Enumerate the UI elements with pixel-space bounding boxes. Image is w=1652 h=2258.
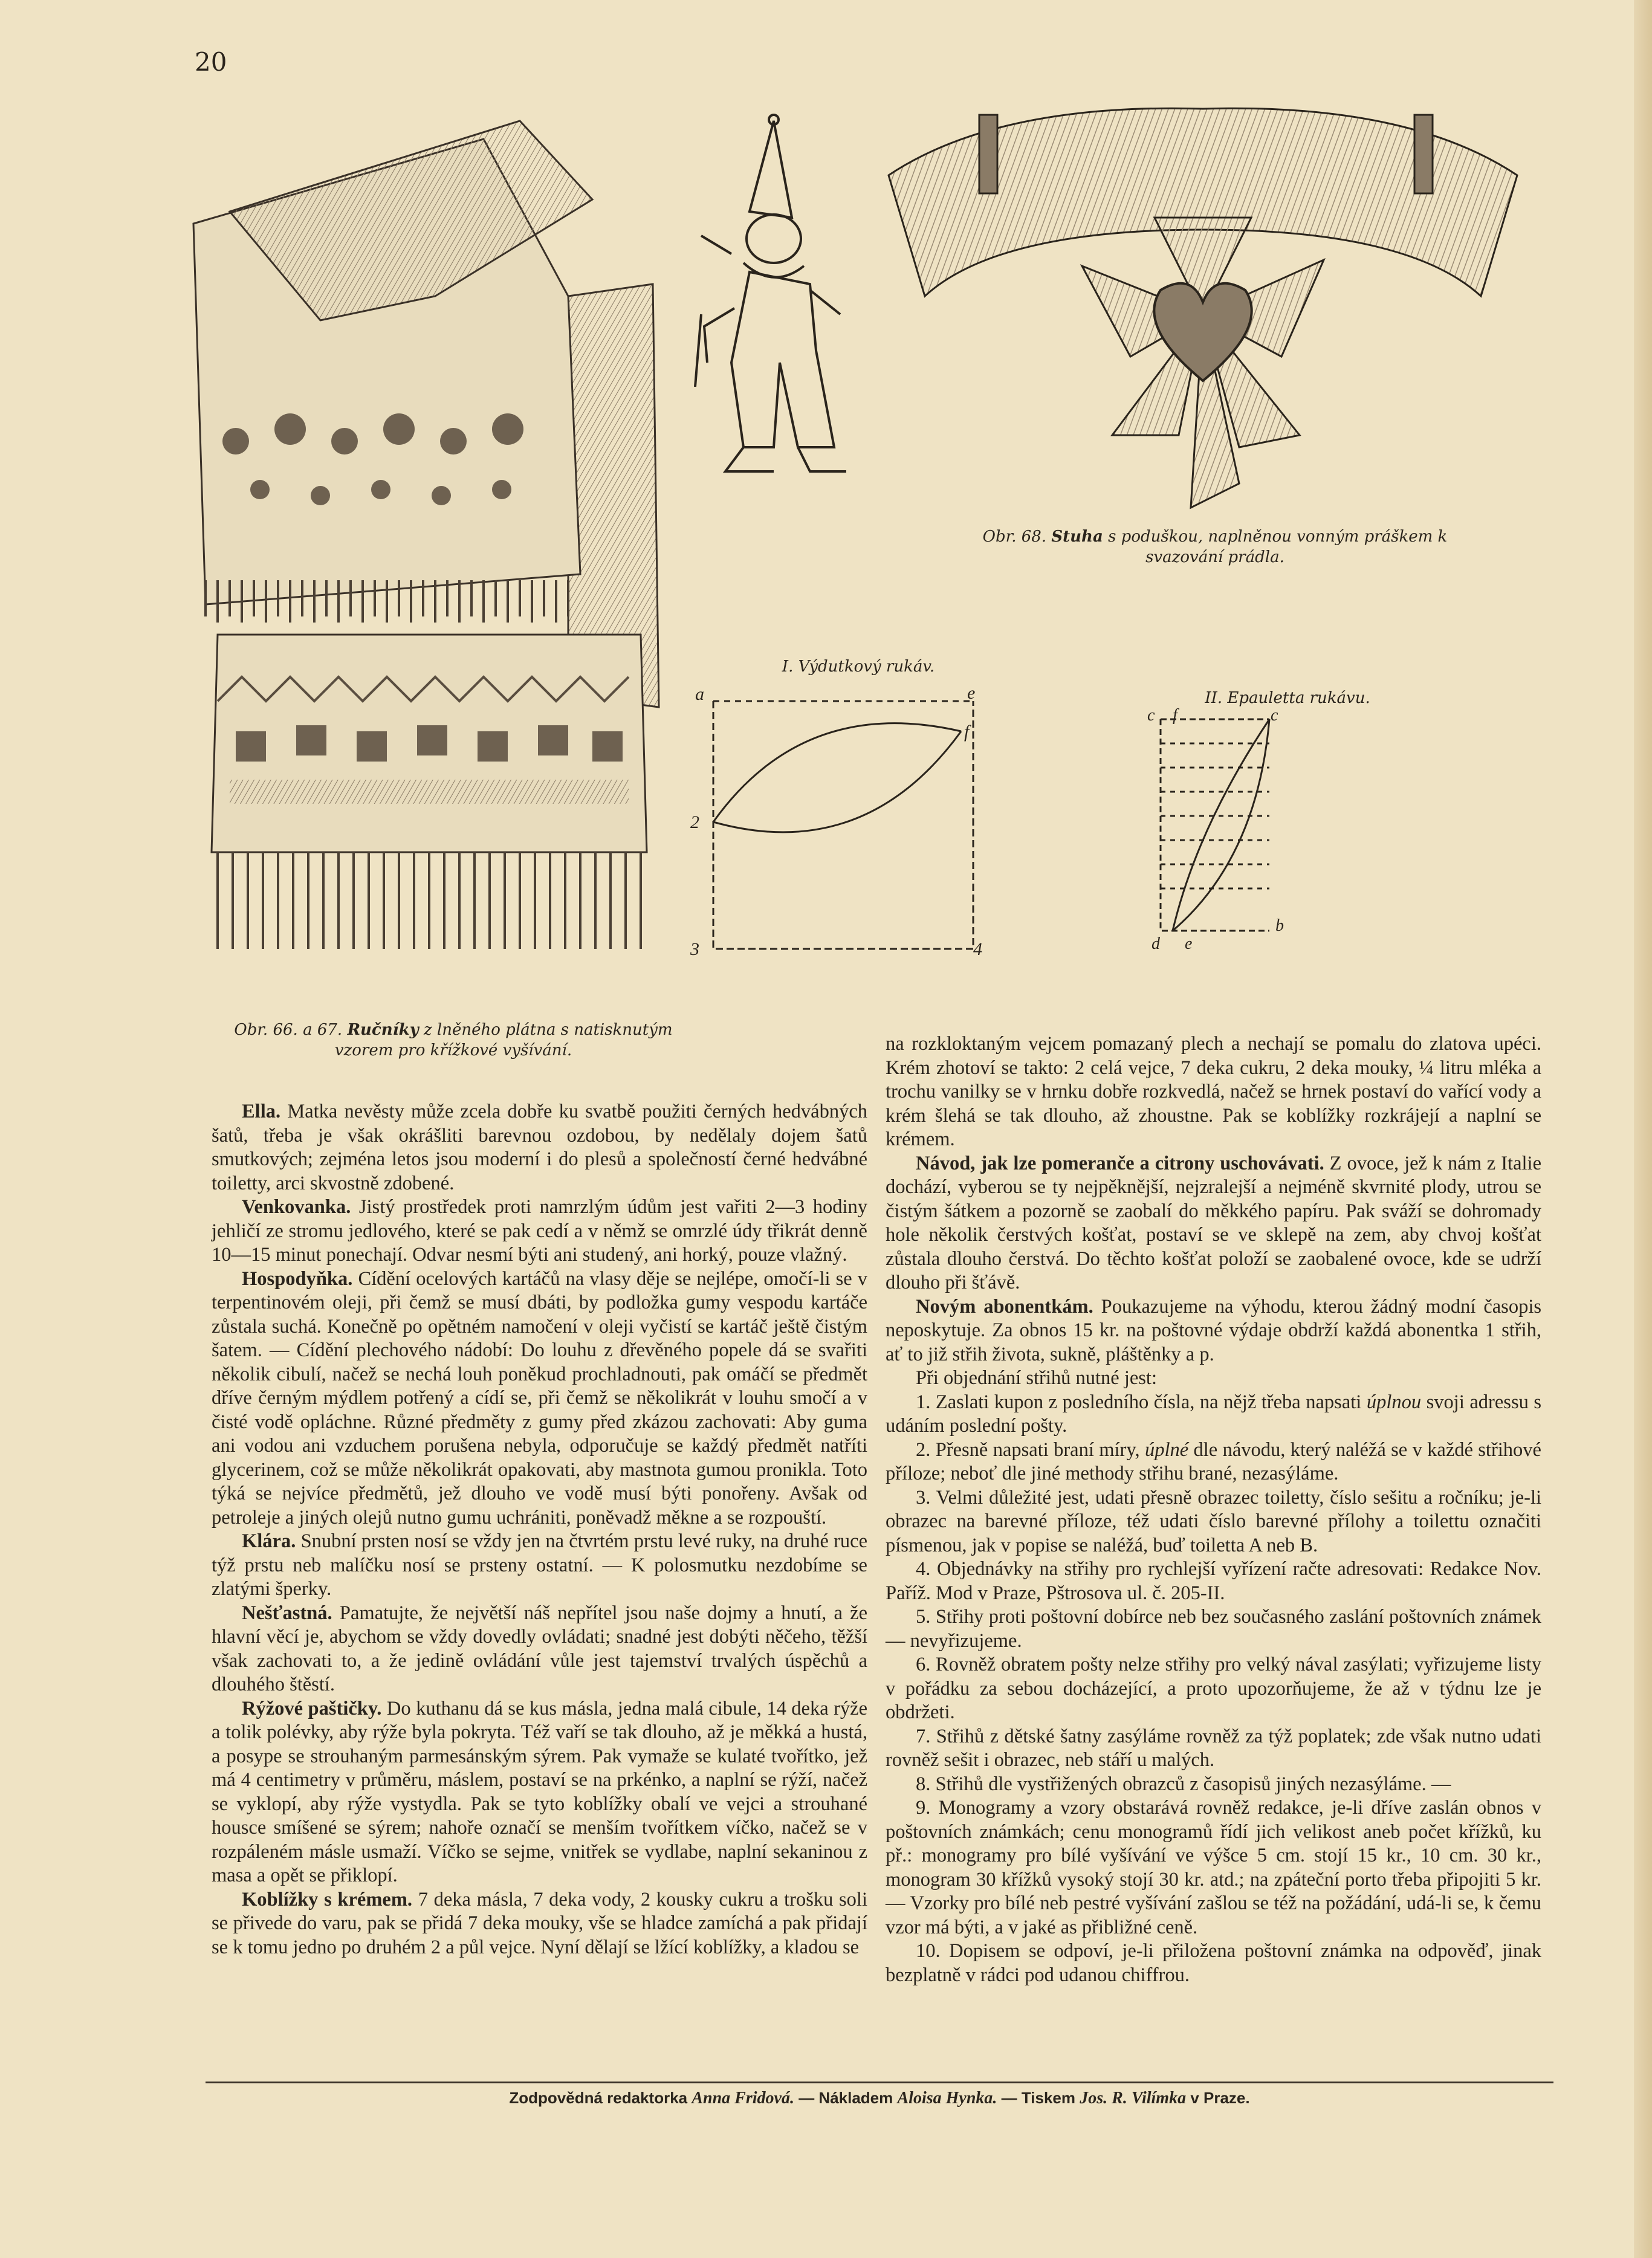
tip-citrus-head: Návod, jak lze pomeranče a citrony uschovávati. — [916, 1152, 1324, 1174]
recipe-ryzove-pasticky-text: Do kuthanu dá se kus másla, jedna malá cibule, 14 deka rýže a tolik polévky, aby rýže byla pokryta. Též vaří se tak dlouho, až je měkká a hustá, a posype se strouhaným parmesánským sýrem. Pak vymaže se kulaté tvořítko, jež má 4 centimetry v průměru, máslem, postaví se na prkénko, a naplní se rýží, načež se vyklopí, aby rýže vystydla. Pak se tyto koblížky obalí ve vejci a strouhané housce smíšené se sýrem; nahoře označí se menším tvořítkem víčko, načež se v rozpáleném másle usmaží. Víčko se sejme, vnitřek se vydlabe, naplní sekaninou z masa a opět se přiklopí. — [212, 1697, 868, 1886]
answer-hospodynka — [212, 1267, 867, 1530]
imprint-footer — [206, 2089, 1553, 2108]
left-column — [212, 1100, 867, 1959]
order-rule-9: 9. Monogramy a vzory obstarává rovněž redakce, je-li dříve zaslán obnos v poštovních známkách; cenu monogramů řídí jich velikost aneb počet křížků, ku př.: monogramy pro bílé vyšívání ve výšce 5 cm. stojí 15 kr., 10 cm. 30 kr., monogram 30 křížků vysoký stojí 30 kr. atd.; na zpáteční porto třeba připojiti 5 kr. — Vzorky pro bílé neb pestré vyšívání zašlou se též na požádání, udá-li se, k čemu vzor má býti, a v jaké as přibližné ceně. — [886, 1797, 1541, 1938]
order-rule-8: 8. Střihů dle vystřižených obrazců z časopisů jiných nezasýláme. — — [916, 1773, 1451, 1795]
recipe-koblizky — [212, 1888, 867, 1960]
ribbon-caption-lead: Obr. 68. — [982, 528, 1047, 546]
tip-citrus — [886, 1152, 1541, 1295]
ribbon-caption-bold: Stuha — [1051, 528, 1103, 546]
recipe-ryzove-pasticky — [212, 1697, 867, 1888]
page-edge — [1634, 0, 1652, 2258]
pattern2-label-c2: c — [1271, 707, 1278, 725]
page-number: 20 — [195, 47, 227, 77]
pattern1-diagram — [683, 683, 997, 967]
answer-nestastna — [212, 1602, 867, 1697]
ribbon-caption-rest: s poduškou, naplněnou vonným práškem k svazování prádla. — [1108, 528, 1448, 566]
pattern1-label-a: a — [695, 684, 704, 704]
answer-ella-head: Ella. — [242, 1101, 281, 1122]
order-rule-2 — [886, 1438, 1541, 1486]
footer-editor: Anna Fridová. — [692, 2089, 794, 2108]
answer-klara-head: Klára. — [242, 1530, 296, 1552]
ribbon-illustration — [876, 97, 1529, 532]
order-rule-2-italic: úplné — [1144, 1438, 1189, 1461]
answer-venkovanka-text: Jistý prostředek proti namrzlým údům jest vařiti 2—3 hodiny jehličí ze stromu jedlového, které se pak cedí a v němž se omrzlé údy třikrát denně 10—15 minut ponechají. Odvar nesmí býti ani studený, ani horký, pouze vlažný. — [212, 1196, 868, 1266]
pattern1-label-3: 3 — [690, 939, 699, 959]
answer-hospodynka-text: Cídění ocelových kartáčů na vlasy děje se nejlépe, omočí-li se v terpentinovém oleji, při čemž se musí dbáti, by podložka gumy vespodu kartáče zůstala suchá. Konečně po opětném namočení v oleji vyčistí se kartáč ještě čistým šatem. — Cídění plechového nádobí: Do louhu z dřevěného popele dá se svařiti několik cibulí, načež se nechá louh poněkud prochladnouti, pak omáčí se předmět dříve černým mýdlem potřený a cídí se, při čemž se několikrát v louhu smočí a v čisté vodě opláchne. Různé předměty z gumy před zkázou zachovati: Aby guma ani vodou ani vzduchem porušena nebyla, odporučuje se každý předmět natříti glycerinem, což se může několikrát opakovati, aby mastnota gumou pronikla. Toto týká se nejvíce předmětů, jež dlouho ve vodě musí býti ponořeny. Avšak od petroleje a jiných olejů nutno gumu uchrániti, poněvadž měkne a se rozpouští. — [212, 1267, 867, 1529]
order-rules-intro: Při objednání střihů nutné jest: — [916, 1367, 1157, 1389]
towels-caption-lead: Obr. 66. a 67. — [234, 1021, 343, 1039]
pattern1-title: I. Výdutkový rukáv. — [782, 658, 935, 676]
order-rule-2-a: 2. Přesně napsati braní míry, — [916, 1438, 1140, 1461]
notice-subscribers-head: Novým abonentkám. — [916, 1295, 1093, 1318]
recipe-koblizky-text: 7 deka másla, 7 deka vody, 2 kousky cukru a trošku soli se přivede do varu, pak se přidá 7 deka mouky, vše se hladce zamíchá a pak přidají se k tomu jedno po druhém 2 a půl vejce. Nyní dělají se lžící koblížky, a kladou se — [212, 1888, 867, 1958]
answer-hospodynka-head: Hospodyňka. — [242, 1267, 353, 1290]
pattern1-label-f: f — [964, 722, 970, 742]
pattern2-label-f: f — [1173, 707, 1177, 725]
recipe-ryzove-pasticky-head: Rýžové paštičky. — [242, 1697, 382, 1719]
footer-printer: Jos. R. Vilímka — [1080, 2089, 1187, 2108]
footer-printer-label: — Tiskem — [1001, 2089, 1076, 2107]
order-rule-4: 4. Objednávky na střihy pro rychlejší vyřízení račte adresovati: Redakce Nov. Paříž. Mod v Praze, Pštrosova ul. č. 205-II. — [886, 1558, 1541, 1604]
pattern1-label-e: e — [967, 683, 976, 703]
pattern1-label-2: 2 — [690, 812, 699, 832]
footer-editor-label: Zodpovědná redaktorka — [509, 2089, 688, 2107]
order-rule-3: 3. Velmi důležité jest, udati přesně obrazec toiletty, číslo sešitu a ročníku; je-li obrazec na barevné příloze, též udati číslo barevné přílohy a toilettu označiti písmenou, jak v popise se naléžá, buď toiletta A neb B. — [886, 1486, 1541, 1556]
answer-klara — [212, 1530, 867, 1602]
right-column — [886, 1032, 1541, 1987]
order-rule-1-a: 1. Zaslati kupon z posledního čísla, na nějž třeba napsati — [916, 1391, 1362, 1413]
notice-subscribers-text: Poukazujeme na výhodu, kterou žádný modní časopis neposkytuje. Za obnos 15 kr. na poštovné výdaje obdrží každá abonentka 1 střih, ať to již střih života, sukně, pláštěnky a p. — [886, 1295, 1542, 1365]
pattern2-label-c1: c — [1147, 707, 1155, 725]
pattern2-label-d: d — [1152, 934, 1160, 953]
order-rule-6: 6. Rovněž obratem pošty nelze střihy pro velký nával zasýlati; vyřizujeme listy v pořádku za sebou docházející, a proto upozorňujeme, že až v týdnu lze je obdržeti. — [886, 1654, 1541, 1723]
footer-publisher: Aloisa Hynka. — [897, 2089, 997, 2108]
answer-ella — [212, 1100, 867, 1195]
notice-subscribers — [886, 1295, 1541, 1367]
clown-illustration — [689, 109, 870, 484]
recipe-koblizky-head: Koblížky s krémem. — [242, 1888, 413, 1910]
towels-illustration — [181, 103, 677, 961]
answer-venkovanka — [212, 1195, 867, 1267]
order-rule-10: 10. Dopisem se odpoví, je-li přiložena poštovní známka na odpověď, jinak bezplatně v rádci pod udanou chiffrou. — [886, 1940, 1541, 1986]
order-rule-1-b: svoji adressu s udáním poslední pošty. — [886, 1391, 1542, 1437]
pattern2-label-b: b — [1275, 916, 1284, 935]
answer-nestastna-head: Nešťastná. — [242, 1602, 332, 1624]
answer-klara-text: Snubní prsten nosí se vždy jen na čtvrtém prstu levé ruky, na druhé ruce týž prstu neb malíčku nosí se prsteny ostatní. — K polosmutku nezdobíme se zlatými šperky. — [212, 1530, 867, 1600]
recipe-koblizky-continued: na rozkloktaným vejcem pomazaný plech a nechají se pomalu do zlatova upéci. Krém zhotoví se takto: 2 celá vejce, 7 deka cukru, 2 deka mouky, ¼ litru mléka a trochu vanilky se v hrnku dobře rozkvedlá, načež se hrnek postaví do vařící vody a krém šlehá se tak dlouho, až zhoustne. Pak se koblížky rozkrájejí a naplní se krémem. — [886, 1033, 1541, 1150]
pattern2-diagram — [1136, 707, 1294, 961]
pattern2-label-e: e — [1185, 934, 1193, 953]
order-rule-1 — [886, 1391, 1541, 1438]
pattern2-title: II. Epauletta rukávu. — [1205, 689, 1370, 707]
pattern1-label-4: 4 — [973, 939, 982, 959]
footer-city: v Praze. — [1190, 2089, 1250, 2107]
order-rule-7: 7. Střihů z dětské šatny zasýláme rovněž za týž poplatek; zde však nutno udati rovněž sešit i obrazec, neb stáří u malých. — [886, 1725, 1541, 1771]
towels-caption-bold: Ručníky — [347, 1021, 419, 1039]
order-rule-1-italic: úplnou — [1366, 1391, 1422, 1413]
answer-nestastna-text: Pamatujte, že největší náš nepřítel jsou naše dojmy a hnutí, a že hlavní věcí je, abychom se vždy dovedly ovládati; snadné jest dobýti něčeho, těžší však zachovati to, a že jedině ovládání vůle jest tajemství trvalých úspěchů a dlouhého štěstí. — [212, 1602, 868, 1695]
order-rule-5: 5. Střihy proti poštovní dobírce neb bez současného zaslání poštovních známek — nevyřizujeme. — [886, 1606, 1541, 1652]
footer-publisher-label: — Nákladem — [798, 2089, 893, 2107]
ribbon-caption — [979, 527, 1451, 568]
answer-ella-text: Matka nevěsty může zcela dobře ku svatbě použiti černých hedvábných šatů, třeba je však okrášliti barevnou ozdobou, by nedělaly dojem šatů smutkových; zejména letos jsou moderní i do plesů a společností černé hedvábné toiletty, arci skvostně zdobené. — [212, 1101, 868, 1194]
footer-rule — [206, 2082, 1553, 2083]
towels-caption — [218, 1020, 689, 1061]
order-rule-2-b: dle návodu, který naléžá se v každé střihové příloze; neboť dle jiné methody střihu brané, nezasýláme. — [886, 1438, 1541, 1484]
tip-citrus-text: Z ovoce, jež k nám z Italie dochází, vyberou se ty nejpěknější, nejzralejší a nejméně skvrnité plody, utrou se čistým šátkem a pozorně se zaobalí do měkkého papíru. Pak sváží se dohromady hole několik čerstvých košťat, postaví se ve sklepě na zem, aby chvoj košťat zůstala dlouho čerstvá. Do těchto košťat položí se zaobalené ovoce, kde se udrží dlouho při šťávě. — [886, 1152, 1542, 1293]
towels-caption-rest: z lněného plátna s natisknutým vzorem pro křížkové vyšívání. — [334, 1021, 673, 1059]
answer-venkovanka-head: Venkovanka. — [242, 1196, 351, 1218]
